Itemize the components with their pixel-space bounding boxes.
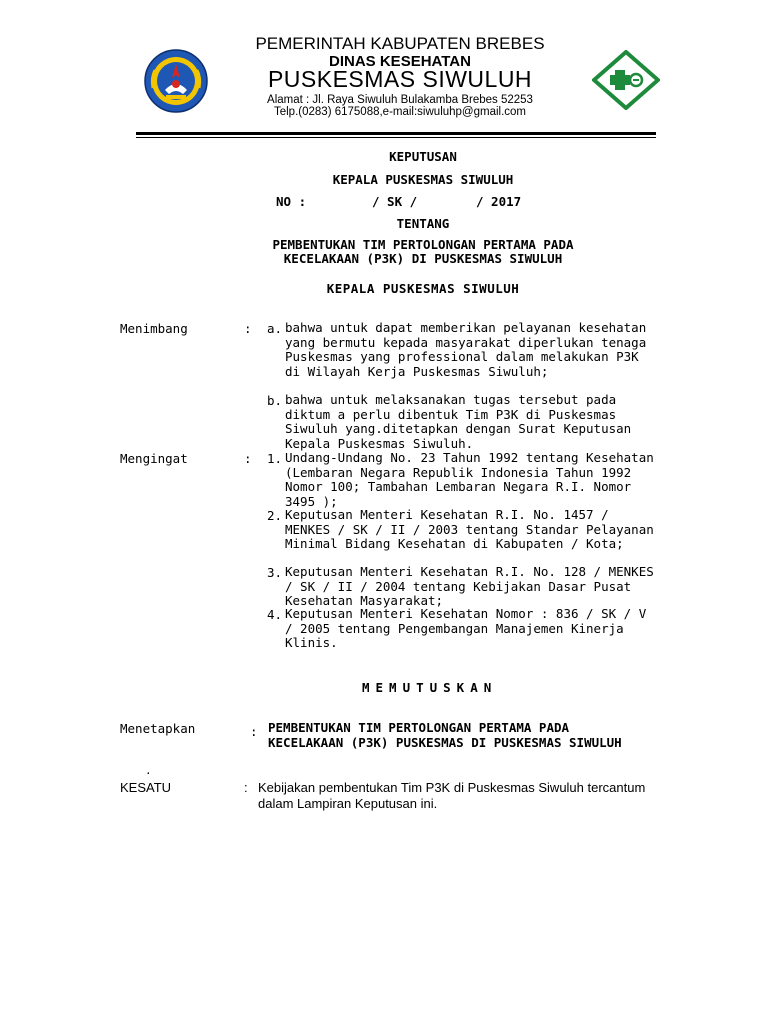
menetapkan-text: PEMBENTUKAN TIM PERTOLONGAN PERTAMA PADA KECELAKAAN (P3K) PUSKESMAS DI PUSKESMAS SIWULUH xyxy=(268,720,622,750)
letterhead-address: Alamat : Jl. Raya Siwuluh Bulakamba Brebes 52253 xyxy=(267,94,533,106)
kesatu-label: KESATU xyxy=(120,780,172,795)
menimbang-b-marker: b. xyxy=(267,393,283,408)
mengingat-item-2-marker: 2. xyxy=(267,508,283,523)
letterhead-institution: PUSKESMAS SIWULUH xyxy=(267,66,533,92)
puskesmas-cross-icon xyxy=(592,50,660,110)
puskesmas-logo xyxy=(592,50,660,110)
kesatu-text: Kebijakan pembentukan Tim P3K di Puskesmas Siwuluh tercantum dalam Lampiran Keputusan ini. xyxy=(258,780,646,811)
issuer-heading: KEPALA PUSKESMAS SIWULUH xyxy=(326,281,520,296)
menimbang-b-text: bahwa untuk melaksanakan tugas tersebut pada diktum a perlu dibentuk Tim P3K di Puskesmas Siwuluh yang.ditetapkan dengan Surat Keputusan Kepala Puskesmas Siwuluh. xyxy=(285,392,632,451)
menimbang-colon: : xyxy=(244,321,252,336)
letterhead-rule-thick xyxy=(136,132,656,135)
menimbang-label: Menimbang xyxy=(120,321,188,336)
letterhead-rule-thin xyxy=(136,137,656,138)
menetapkan-colon: : xyxy=(250,724,258,739)
doc-issuer-heading: KEPALA PUSKESMAS SIWULUH xyxy=(332,172,514,187)
mengingat-item-4-marker: 4. xyxy=(267,607,283,622)
tentang-heading: TENTANG xyxy=(396,216,450,231)
menimbang-a-marker: a. xyxy=(267,321,283,336)
doc-number-sk: / SK / xyxy=(372,194,418,209)
menimbang-a-text: bahwa untuk dapat memberikan pelayanan kesehatan yang bermutu kepada masyarakat diperlukan tenaga Puskesmas yang professional dalam melakukan P3K di Wilayah Kerja Puskesmas Siwuluh; xyxy=(285,320,647,379)
letterhead-contact: Telp.(0283) 6175088,e-mail:siwuluhp@gmail.com xyxy=(273,106,527,118)
subject-line-1: PEMBENTUKAN TIM PERTOLONGAN PERTAMA PADA xyxy=(272,237,574,252)
memutuskan-heading: MEMUTUSKAN xyxy=(362,680,498,695)
mengingat-label: Mengingat xyxy=(120,451,188,466)
menetapkan-label: Menetapkan xyxy=(120,721,196,736)
kesatu-colon: : xyxy=(244,780,248,795)
mengingat-item-3-text: Keputusan Menteri Kesehatan R.I. No. 128 / MENKES / SK / II / 2004 tentang Kebijakan Dasar Pusat Kesehatan Masyarakat; xyxy=(285,564,654,608)
mengingat-item-1-marker: 1. xyxy=(267,451,283,466)
doc-type-heading: KEPUTUSAN xyxy=(389,149,457,164)
mengingat-colon: : xyxy=(244,451,252,466)
mengingat-item-1-text: Undang-Undang No. 23 Tahun 1992 tentang Kesehatan (Lembaran Negara Republik Indonesia Tahun 1992 Nomor 100; Tambahan Lembaran Negara R.I. Nomor 3495 ); xyxy=(285,450,654,509)
doc-number-year: / 2017 xyxy=(476,194,522,209)
mengingat-item-2-text: Keputusan Menteri Kesehatan R.I. No. 1457 / MENKES / SK / II / 2003 tentang Standar Pelayanan Minimal Bidang Kesehatan di Kabupaten / Kota; xyxy=(285,507,654,551)
subject-line-2: KECELAKAAN (P3K) DI PUSKESMAS SIWULUH xyxy=(283,251,563,266)
letterhead-government: PEMERINTAH KABUPATEN BREBES xyxy=(255,34,545,53)
stray-dot: . xyxy=(145,764,152,777)
doc-number-label: NO : xyxy=(276,194,307,209)
mengingat-item-3-marker: 3. xyxy=(267,565,283,580)
mengingat-item-4-text: Keputusan Menteri Kesehatan Nomor : 836 / SK / V / 2005 tentang Pengembangan Manajemen Kinerja Klinis. xyxy=(285,606,647,650)
letterhead-department: DINAS KESEHATAN xyxy=(329,53,471,70)
